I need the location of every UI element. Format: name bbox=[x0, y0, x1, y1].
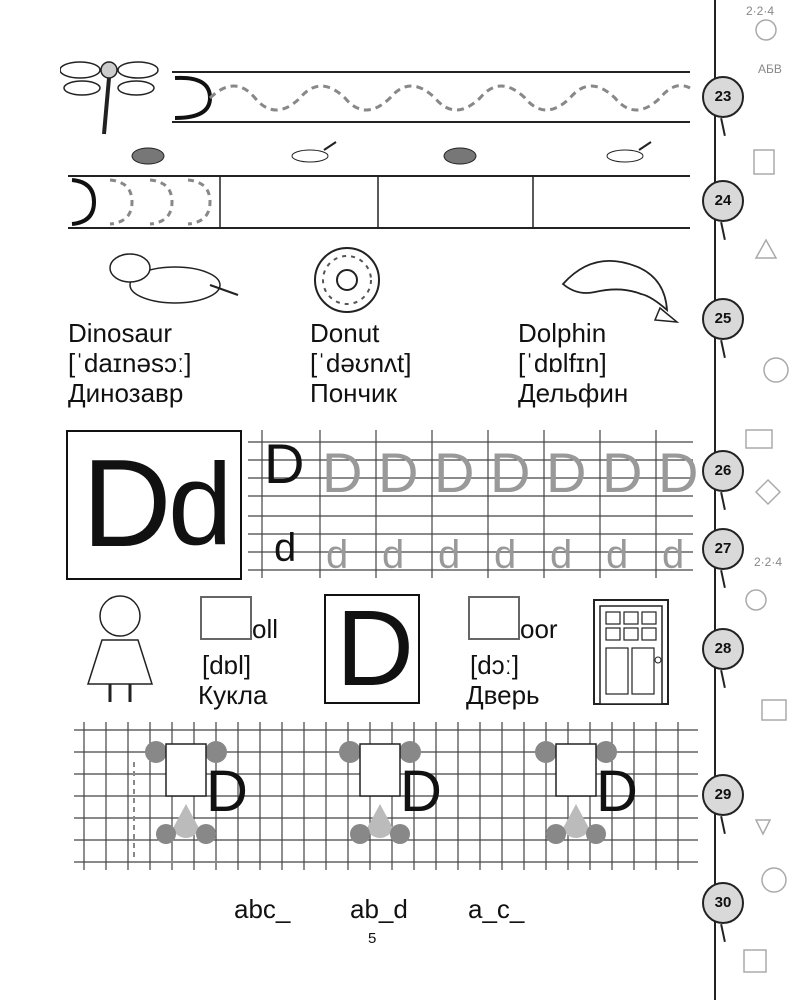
word-translation: Дельфин bbox=[518, 378, 629, 408]
svg-text:D: D bbox=[546, 441, 587, 504]
door-icon bbox=[592, 598, 672, 708]
doll-translation: Кукла bbox=[198, 680, 268, 710]
turtle-icon bbox=[132, 148, 164, 164]
dragonfly-icon bbox=[60, 62, 158, 134]
balloon-badge: 27 bbox=[702, 528, 744, 570]
word-transcription: [ˈdəʊnʌt] bbox=[310, 348, 412, 378]
letter-card bbox=[66, 430, 242, 580]
svg-text:d: d bbox=[662, 533, 685, 577]
svg-text:d: d bbox=[326, 533, 349, 577]
word-english: Donut bbox=[310, 318, 380, 348]
svg-text:d: d bbox=[438, 533, 461, 577]
word-translation: Динозавр bbox=[68, 378, 184, 408]
wave-tracing-row bbox=[60, 48, 700, 138]
balloon-badge: 25 bbox=[702, 298, 744, 340]
doodle-label: АБВ bbox=[758, 62, 782, 76]
doll-suffix: oll bbox=[252, 614, 279, 644]
rabbit-icon bbox=[607, 142, 651, 162]
practice-upper: D bbox=[264, 432, 305, 495]
svg-text:D: D bbox=[490, 441, 531, 504]
svg-text:d: d bbox=[606, 533, 629, 577]
word-transcription: [ˈdaɪnəsɔː] bbox=[68, 348, 192, 378]
svg-text:D: D bbox=[378, 441, 419, 504]
grid-letter: D bbox=[400, 759, 442, 824]
svg-text:d: d bbox=[550, 533, 573, 577]
balloon-badge: 29 bbox=[702, 774, 744, 816]
practice-lower: d bbox=[274, 526, 297, 570]
word-translation: Пончик bbox=[310, 378, 397, 408]
page-number: 5 bbox=[368, 930, 377, 947]
alphabet-task-3: a_c_ bbox=[468, 894, 525, 924]
grid-letter: D bbox=[206, 759, 248, 824]
vocab-dinosaur bbox=[68, 318, 191, 408]
doodle-pattern bbox=[716, 0, 800, 1000]
balloon-badge: 30 bbox=[702, 882, 744, 924]
word-english: Dolphin bbox=[518, 318, 607, 348]
grid-letter: D bbox=[596, 759, 638, 824]
svg-text:d: d bbox=[382, 533, 405, 577]
missing-letter-box-doll[interactable] bbox=[200, 596, 252, 640]
door-transcription: [dɔː] bbox=[470, 650, 520, 680]
big-letter-box bbox=[324, 587, 420, 708]
door-suffix: oor bbox=[520, 614, 558, 644]
letter-lower: d bbox=[168, 439, 233, 569]
turtle-icon bbox=[444, 148, 476, 164]
doll-transcription: [dɒl] bbox=[202, 650, 252, 680]
doodle-label: 2·2·4 bbox=[754, 555, 783, 569]
door-translation: Дверь bbox=[466, 680, 540, 710]
balloon-badge: 26 bbox=[702, 450, 744, 492]
letter-upper: D bbox=[82, 435, 172, 573]
big-letter: D bbox=[336, 587, 414, 708]
vocab-donut bbox=[310, 318, 412, 408]
doll-icon bbox=[74, 590, 166, 708]
alphabet-task-1: abc_ bbox=[234, 894, 291, 924]
word-english: Dinosaur bbox=[68, 318, 173, 348]
dolphin-icon bbox=[555, 240, 680, 330]
balloon-badge: 23 bbox=[702, 76, 744, 118]
svg-text:D: D bbox=[602, 441, 643, 504]
missing-letter-box-door[interactable] bbox=[468, 596, 520, 640]
arc-tracing-row bbox=[60, 140, 700, 240]
sidebar-decoration bbox=[714, 0, 800, 1000]
balloon-badge: 24 bbox=[702, 180, 744, 222]
svg-text:D: D bbox=[322, 441, 363, 504]
balloon-badge: 28 bbox=[702, 628, 744, 670]
alphabet-task-2: ab_d bbox=[350, 894, 408, 924]
doodle-label: 2·2·4 bbox=[746, 4, 775, 18]
vocab-dolphin bbox=[518, 318, 628, 408]
svg-text:D: D bbox=[434, 441, 475, 504]
word-transcription: [ˈdɒlfɪn] bbox=[518, 348, 607, 378]
letter-practice-lines bbox=[248, 430, 703, 580]
svg-text:d: d bbox=[494, 533, 517, 577]
dinosaur-icon bbox=[100, 240, 240, 315]
svg-text:D: D bbox=[658, 441, 699, 504]
rabbit-icon bbox=[292, 142, 336, 162]
donut-icon bbox=[312, 245, 382, 315]
